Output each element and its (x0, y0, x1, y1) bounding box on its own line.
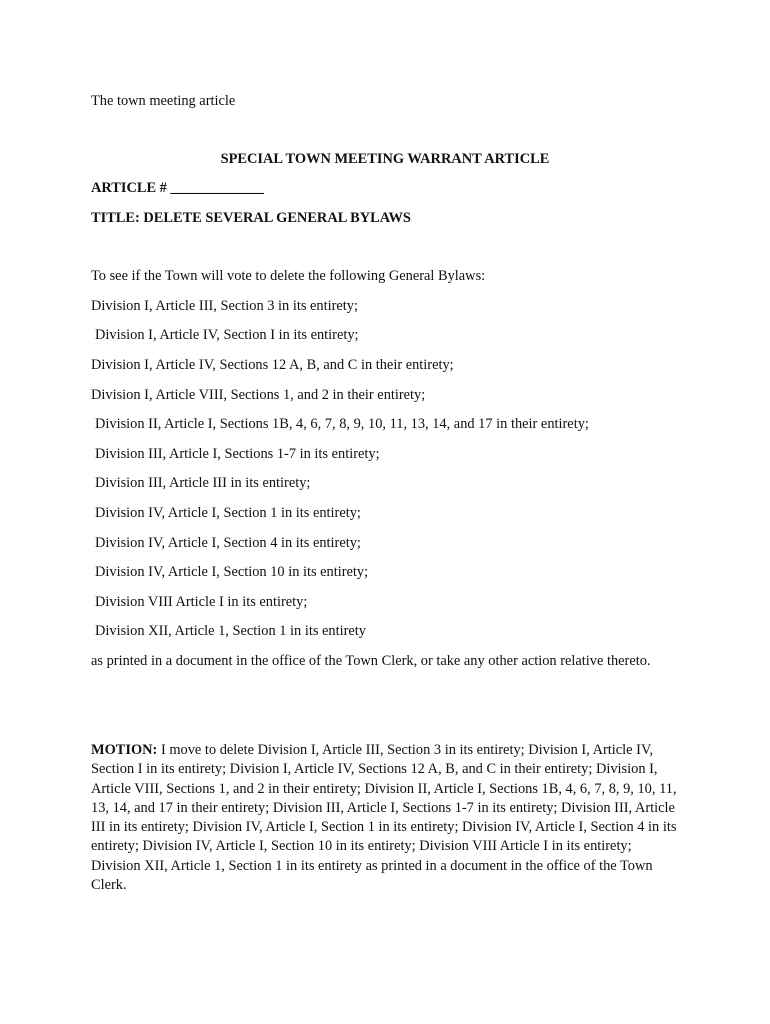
bylaw-item: Division III, Article III in its entirety; (95, 475, 311, 491)
intro-text: To see if the Town will vote to delete the following General Bylaws: (91, 268, 486, 284)
bylaw-item: Division IV, Article I, Section 10 in its entirety; (95, 564, 369, 580)
article-title: TITLE: DELETE SEVERAL GENERAL BYLAWS (91, 210, 411, 226)
bylaw-item: Division I, Article III, Section 3 in its entirety; (91, 298, 358, 314)
motion-paragraph (91, 741, 681, 895)
header-note: The town meeting article (91, 93, 236, 109)
bylaw-item: Division I, Article IV, Section I in its entirety; (95, 327, 359, 343)
bylaw-item: Division I, Article IV, Sections 12 A, B, and C in their entirety; (91, 357, 454, 373)
bylaw-item: Division VIII Article I in its entirety; (95, 594, 308, 610)
bylaw-item: Division I, Article VIII, Sections 1, and 2 in their entirety; (91, 387, 426, 403)
bylaw-item: Division XII, Article 1, Section 1 in its entirety (95, 623, 366, 639)
bylaw-item: Division IV, Article I, Section 4 in its entirety; (95, 535, 361, 551)
closing-text: as printed in a document in the office of the Town Clerk, or take any other action relative thereto. (91, 653, 651, 669)
bylaw-item: Division IV, Article I, Section 1 in its entirety; (95, 505, 361, 521)
motion-text: I move to delete Division I, Article III, Section 3 in its entirety; Division I, Article IV, Section I in its entirety; Division I, Article IV, Sections 12 A, B, and C in their entirety; Division I, Article VIII, Sections 1, and 2 in their entirety; Division II, Article I, Sections 1B, 4, 6, 7, 8, 9, 10, 11, 13, 14, and 17 in their entirety; Division III, Article I, Sections 1-7 in its entirety; Division III, Article III in its entirety; Division IV, Article I, Section 1 in its entirety; Division IV, Article I, Section 4 in its entirety; Division IV, Article I, Section 10 in its entirety; Division VIII Article I in its entirety; Division XII, Article 1, Section 1 in its entirety as printed in a document in the office of the Town Clerk. (91, 742, 677, 894)
article-number-label: ARTICLE # _____________ (91, 180, 264, 196)
bylaw-item: Division II, Article I, Sections 1B, 4, 6, 7, 8, 9, 10, 11, 13, 14, and 17 in their entirety; (95, 416, 589, 432)
motion-label: MOTION: (91, 742, 158, 758)
bylaw-item: Division III, Article I, Sections 1-7 in its entirety; (95, 446, 380, 462)
document-heading: SPECIAL TOWN MEETING WARRANT ARTICLE (220, 151, 550, 167)
